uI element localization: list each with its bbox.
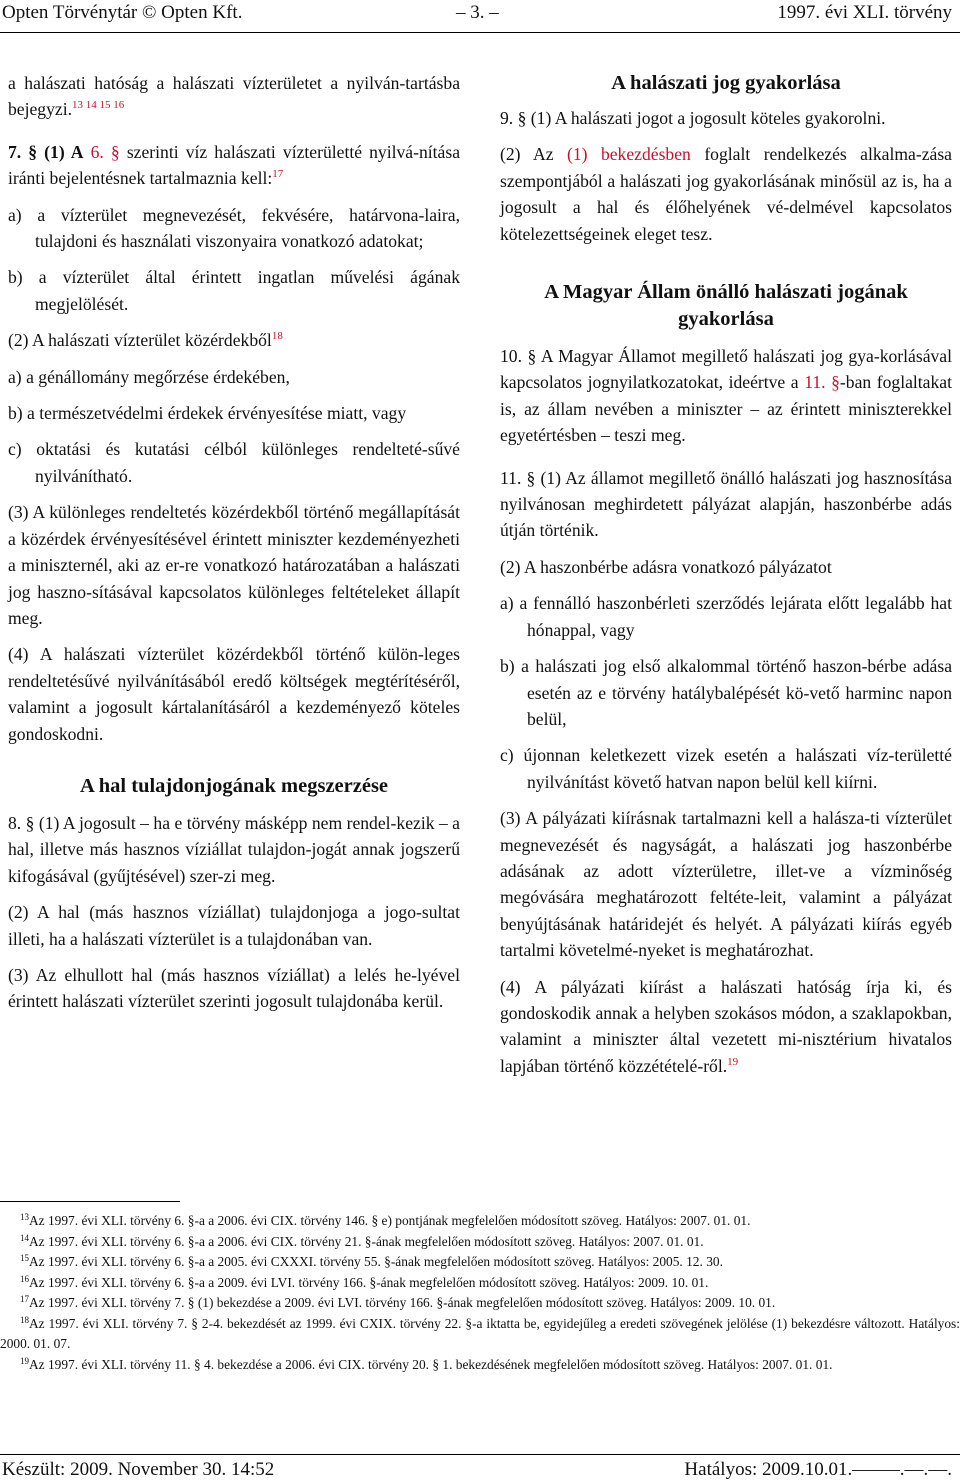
section-11-2-a: a) a fennálló haszonbérleti szerződés lejárata előtt legalább hat hónappal, vagy [500, 593, 952, 640]
section-7-1: 7. § (1) A 6. § szerinti víz halászati vízterületté nyilvá-nítása iránti bejelentésnek tartalmaznia kell:$^{17}$ [8, 141, 461, 189]
footnote-14: $^{14}$Az 1997. évi XLI. törvény 6. §-a a 2006. évi CIX. törvény 21. §-ának megfelelően módosított szöveg. Hatályos: 2007. 01. 01. [20, 1232, 704, 1249]
footnote-refs[interactable]: 13 14 15 16 [72, 99, 125, 112]
section-7-1-b: b) a vízterület által érintett ingatlan művelési ágának megjelölését. [8, 267, 460, 314]
intro-paragraph: a halászati hatóság a halászati vízterületet a nyilván-tartásba bejegyzi.$^{13 14 15 16}$ [8, 73, 460, 120]
footnote-15: $^{15}$Az 1997. évi XLI. törvény 6. §-a a 2005. évi CXXXI. törvény 55. §-ának megfelelően módosított szöveg. Hatályos: 2005. 12. 30. [20, 1253, 723, 1269]
section-11-4: (4) A pályázati kiírást a halászati hatóság írja ki, és gondoskodik annak a helyben szokásos módon, a szaklapokban, valamint a miniszter által vezetett mi-nisztérium hivatalos lapjában történő közzétételé-ről.$^{19}$ [500, 976, 952, 1076]
footnote-16: $^{16}$Az 1997. évi XLI. törvény 6. §-a a 2009. évi LVI. törvény 166. §-ának megfelelően módosított szöveg. Hatályos: 2009. 10. 01. [20, 1273, 709, 1290]
heading-hal-tulajdonjog: A hal tulajdonjogának megszerzése [79, 774, 389, 797]
section-11-2: (2) A haszonbérbe adásra vonatkozó pályázatot [500, 556, 832, 577]
section-7-1-a: a) a vízterület megnevezését, fekvésére, határvona-laira, tulajdoni és használati viszonyaira vonatkozó adatokat; [8, 204, 460, 252]
footnote-18: $^{18}$Az 1997. évi XLI. törvény 7. § 2-4. bekezdését az 1999. évi CXIX. törvény 22. §-a iktatta be, egyidejűleg a eredeti szövegének jelölése (1) bekezdésre változott. Hatályos: 2000. 01. 07. [0, 1314, 960, 1351]
footnotes [0, 1211, 960, 1375]
section-7-2-a: a) a génállomány megőrzése érdekében, [8, 366, 290, 387]
left-column [8, 70, 460, 1025]
footer-rule [0, 1454, 960, 1455]
section-10: 10. § A Magyar Államot megillető halászati jog gya-korlásával kapcsolatos jognyilatkozatokat, ideértve a 11. §-ban foglaltakat is, az állam nevében a miniszter – az érintett miniszterekkel egyetértésben – teszi meg. [500, 346, 952, 446]
section-11-2-c: c) újonnan keletkezett vizek esetén a halászati víz-területté nyilvánítást követő hatvan napon belül kell kiírni. [500, 745, 952, 792]
section-11-1: 11. § (1) Az államot megillető önálló halászati jog hasznosítása nyilvánosan meghirdetett pályázat alapján, haszonbérbe adás útján történik. [500, 467, 952, 541]
section-11-3: (3) A pályázati kiírásnak tartalmazni kell a halásza-ti vízterület megnevezését és nagyságát, a halászati jog haszonbérbe adásának az adott vízterületre, illet-ve a vízminőség megóvására meghatározott feltéte-leit, valamint a pályázat benyújtásának határidejét és helyét. A pályázati kiírás egyéb tartalmi követelmé-nyeket is meghatározhat. [500, 808, 952, 961]
footnote-ref-18[interactable]: 18 [271, 330, 283, 343]
footer-effective: Hatályos: 2009.10.01.–––––.––.––. [684, 1459, 952, 1480]
footnote-rule [0, 1201, 180, 1202]
heading-magyar-allam: A Magyar Állam önálló halászati jogának gyakorlása [544, 281, 908, 331]
paragraph-1-link[interactable]: (1) bekezdésben [566, 144, 691, 165]
header-publisher: Opten Törvénytár © Opten Kft. [2, 2, 243, 23]
header-rule [0, 32, 960, 33]
section-7-3: (3) A különleges rendeltetés közérdekből történő megállapítását a közérdek érvényesítésével érintett miniszter kezdeményezheti a miniszternél, aki az er-re vonatkozó határozatában a halászati jog haszno-sításával kapcsolatos különleges feltételeket állapít meg. [8, 502, 460, 628]
right-column [500, 70, 952, 1089]
section-7-2-b: b) a természetvédelmi érdekek érvényesítése miatt, vagy [8, 403, 407, 424]
section-11-2-b: b) a halászati jog első alkalommal történő haszon-bérbe adása esetén az e törvény hatálybalépését kö-vető harminc napon belül, [500, 656, 952, 729]
section-11-link[interactable]: 11. § [804, 372, 840, 393]
section-7-2: (2) A halászati vízterület közérdekből$^{18}$ [8, 330, 283, 351]
footnote-17: $^{17}$Az 1997. évi XLI. törvény 7. § (1) bekezdése a 2009. évi LVI. törvény 166. §-ának megfelelően módosított szöveg. Hatályos: 2009. 10. 01. [20, 1294, 776, 1310]
footer-created: Készült: 2009. November 30. 14:52 [2, 1459, 275, 1480]
footnote-19: $^{19}$Az 1997. évi XLI. törvény 11. § 4. bekezdése a 2006. évi CIX. törvény 20. § 1. bekezdésének megfelelően módosított szöveg. Hatályos: 2007. 01. 01. [20, 1355, 833, 1372]
section-7-2-c: c) oktatási és kutatási célból különleges rendelteté-sűvé nyilvánítható. [8, 439, 460, 486]
section-7-4: (4) A halászati vízterület közérdekből történő külön-leges rendeltetésűvé nyilvánításából eredő költségek megtérítéséről, valamint a jogosult kártalanításáról a kezdeményező köteles gondoskodni. [8, 644, 460, 744]
section-9-2: (2) Az (1) bekezdésben foglalt rendelkezés alkalma-zása szempontjából a halászati jog gyakorlásának minősül az is, ha a jogosult a hal és élőhelyének vé-delmével kapcsolatos kötelezettségeinek eleget tesz. [500, 144, 952, 244]
footnote-13: $^{13}$Az 1997. évi XLI. törvény 6. §-a a 2006. évi CIX. törvény 146. § e) pontjának megfelelően módosított szöveg. Hatályos: 2007. 01. 01. [20, 1212, 751, 1228]
section-8-2: (2) A hal (más hasznos víziállat) tulajdonjoga a jogo-sultat illeti, ha a halászati vízterület is a tulajdonában van. [8, 902, 460, 949]
page-header [0, 2, 960, 28]
header-page-number: – 3. – [456, 2, 499, 23]
header-law-title: 1997. évi XLI. törvény [777, 2, 952, 23]
footnote-ref-17[interactable]: 17 [272, 168, 284, 181]
footnote-ref-19[interactable]: 19 [727, 1055, 739, 1068]
section-6-link[interactable]: 6. § [90, 141, 120, 162]
heading-halaszati-jog-gyakorlasa: A halászati jog gyakorlása [611, 72, 841, 94]
section-8-1: 8. § (1) A jogosult – ha e törvény másképp nem rendel-kezik – a hal, illetve más hasznos víziállat tulajdon-jogát annak jogszerű kifogásával (gyűjtésével) szer-zi meg. [8, 812, 460, 886]
section-8-3: (3) Az elhullott hal (más hasznos víziállat) a lelés he-lyével érintett halászati vízterület szerinti jogosult tulajdonába kerül. [8, 964, 460, 1012]
section-9-1: 9. § (1) A halászati jogot a jogosult köteles gyakorolni. [500, 108, 886, 128]
